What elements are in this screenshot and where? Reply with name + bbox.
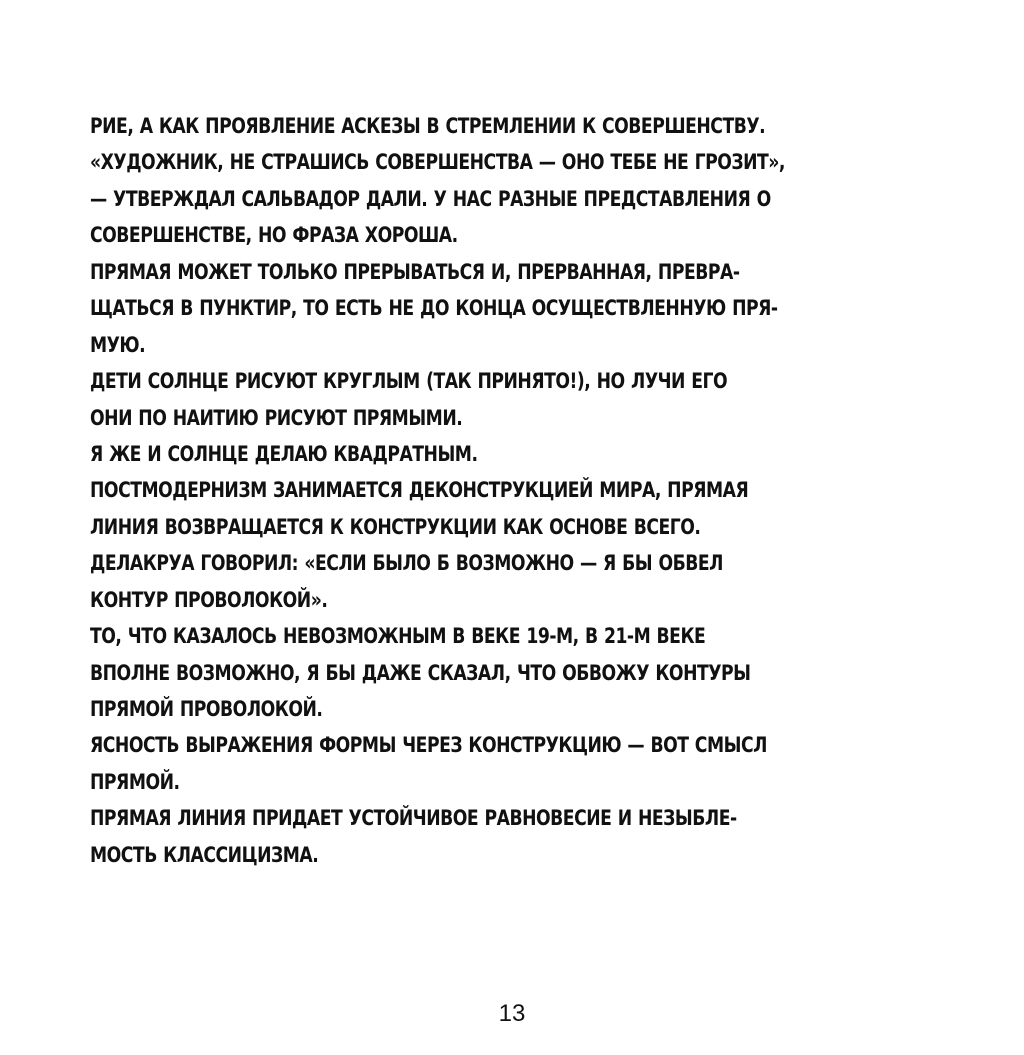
- text-line: ДЕЛАКРУА ГОВОРИЛ: «ЕСЛИ БЫЛО Б ВОЗМОЖНО — Я БЫ ОБВЕЛ: [90, 551, 723, 576]
- text-line: ТО, ЧТО КАЗАЛОСЬ НЕВОЗМОЖНЫМ В ВЕКЕ 19-М, В 21-М ВЕКЕ: [90, 624, 706, 649]
- text-line: ВПОЛНЕ ВОЗМОЖНО, Я БЫ ДАЖЕ СКАЗАЛ, ЧТО ОБВОЖУ КОНТУРЫ: [90, 660, 751, 685]
- text-line: «ХУДОЖНИК, НЕ СТРАШИСЬ СОВЕРШЕНСТВА — ОНО ТЕБЕ НЕ ГРОЗИТ»,: [90, 150, 785, 175]
- body-text: [90, 108, 935, 873]
- text-line: СОВЕРШЕНСТВЕ, НО ФРАЗА ХОРОША.: [90, 223, 458, 248]
- text-line: ПРЯМОЙ.: [90, 769, 180, 794]
- text-line: МОСТЬ КЛАССИЦИЗМА.: [90, 842, 319, 867]
- text-line: КОНТУР ПРОВОЛОКОЙ».: [90, 587, 328, 612]
- text-line: МУЮ.: [90, 332, 146, 357]
- text-line: ПРЯМАЯ ЛИНИЯ ПРИДАЕТ УСТОЙЧИВОЕ РАВНОВЕСИЕ И НЕЗЫБЛЕ-: [90, 806, 737, 831]
- text-line: ПРЯМАЯ МОЖЕТ ТОЛЬКО ПРЕРЫВАТЬСЯ И, ПРЕРВАННАЯ, ПРЕВРА-: [90, 259, 740, 284]
- text-line: ЛИНИЯ ВОЗВРАЩАЕТСЯ К КОНСТРУКЦИИ КАК ОСНОВЕ ВСЕГО.: [90, 514, 701, 539]
- text-line: ДЕТИ СОЛНЦЕ РИСУЮТ КРУГЛЫМ (ТАК ПРИНЯТО!), НО ЛУЧИ ЕГО: [90, 369, 728, 394]
- text-line: ПРЯМОЙ ПРОВОЛОКОЙ.: [90, 697, 323, 721]
- page-number: 13: [498, 1000, 526, 1027]
- text-line: ПОСТМОДЕРНИЗМ ЗАНИМАЕТСЯ ДЕКОНСТРУКЦИЕЙ МИРА, ПРЯМАЯ: [90, 478, 749, 503]
- text-line: ЯСНОСТЬ ВЫРАЖЕНИЯ ФОРМЫ ЧЕРЕЗ КОНСТРУКЦИЮ — ВОТ СМЫСЛ: [90, 733, 767, 758]
- text-line: Я ЖЕ И СОЛНЦЕ ДЕЛАЮ КВАДРАТНЫМ.: [90, 441, 478, 466]
- text-line: — УТВЕРЖДАЛ САЛЬВАДОР ДАЛИ. У НАС РАЗНЫЕ ПРЕДСТАВЛЕНИЯ О: [90, 186, 771, 211]
- text-line: ОНИ ПО НАИТИЮ РИСУЮТ ПРЯМЫМИ.: [90, 405, 463, 430]
- text-line: ЩАТЬСЯ В ПУНКТИР, ТО ЕСТЬ НЕ ДО КОНЦА ОСУЩЕСТВЛЕННУЮ ПРЯ-: [90, 296, 778, 321]
- text-line: РИЕ, А КАК ПРОЯВЛЕНИЕ АСКЕЗЫ В СТРЕМЛЕНИИ К СОВЕРШЕНСТВУ.: [90, 114, 766, 138]
